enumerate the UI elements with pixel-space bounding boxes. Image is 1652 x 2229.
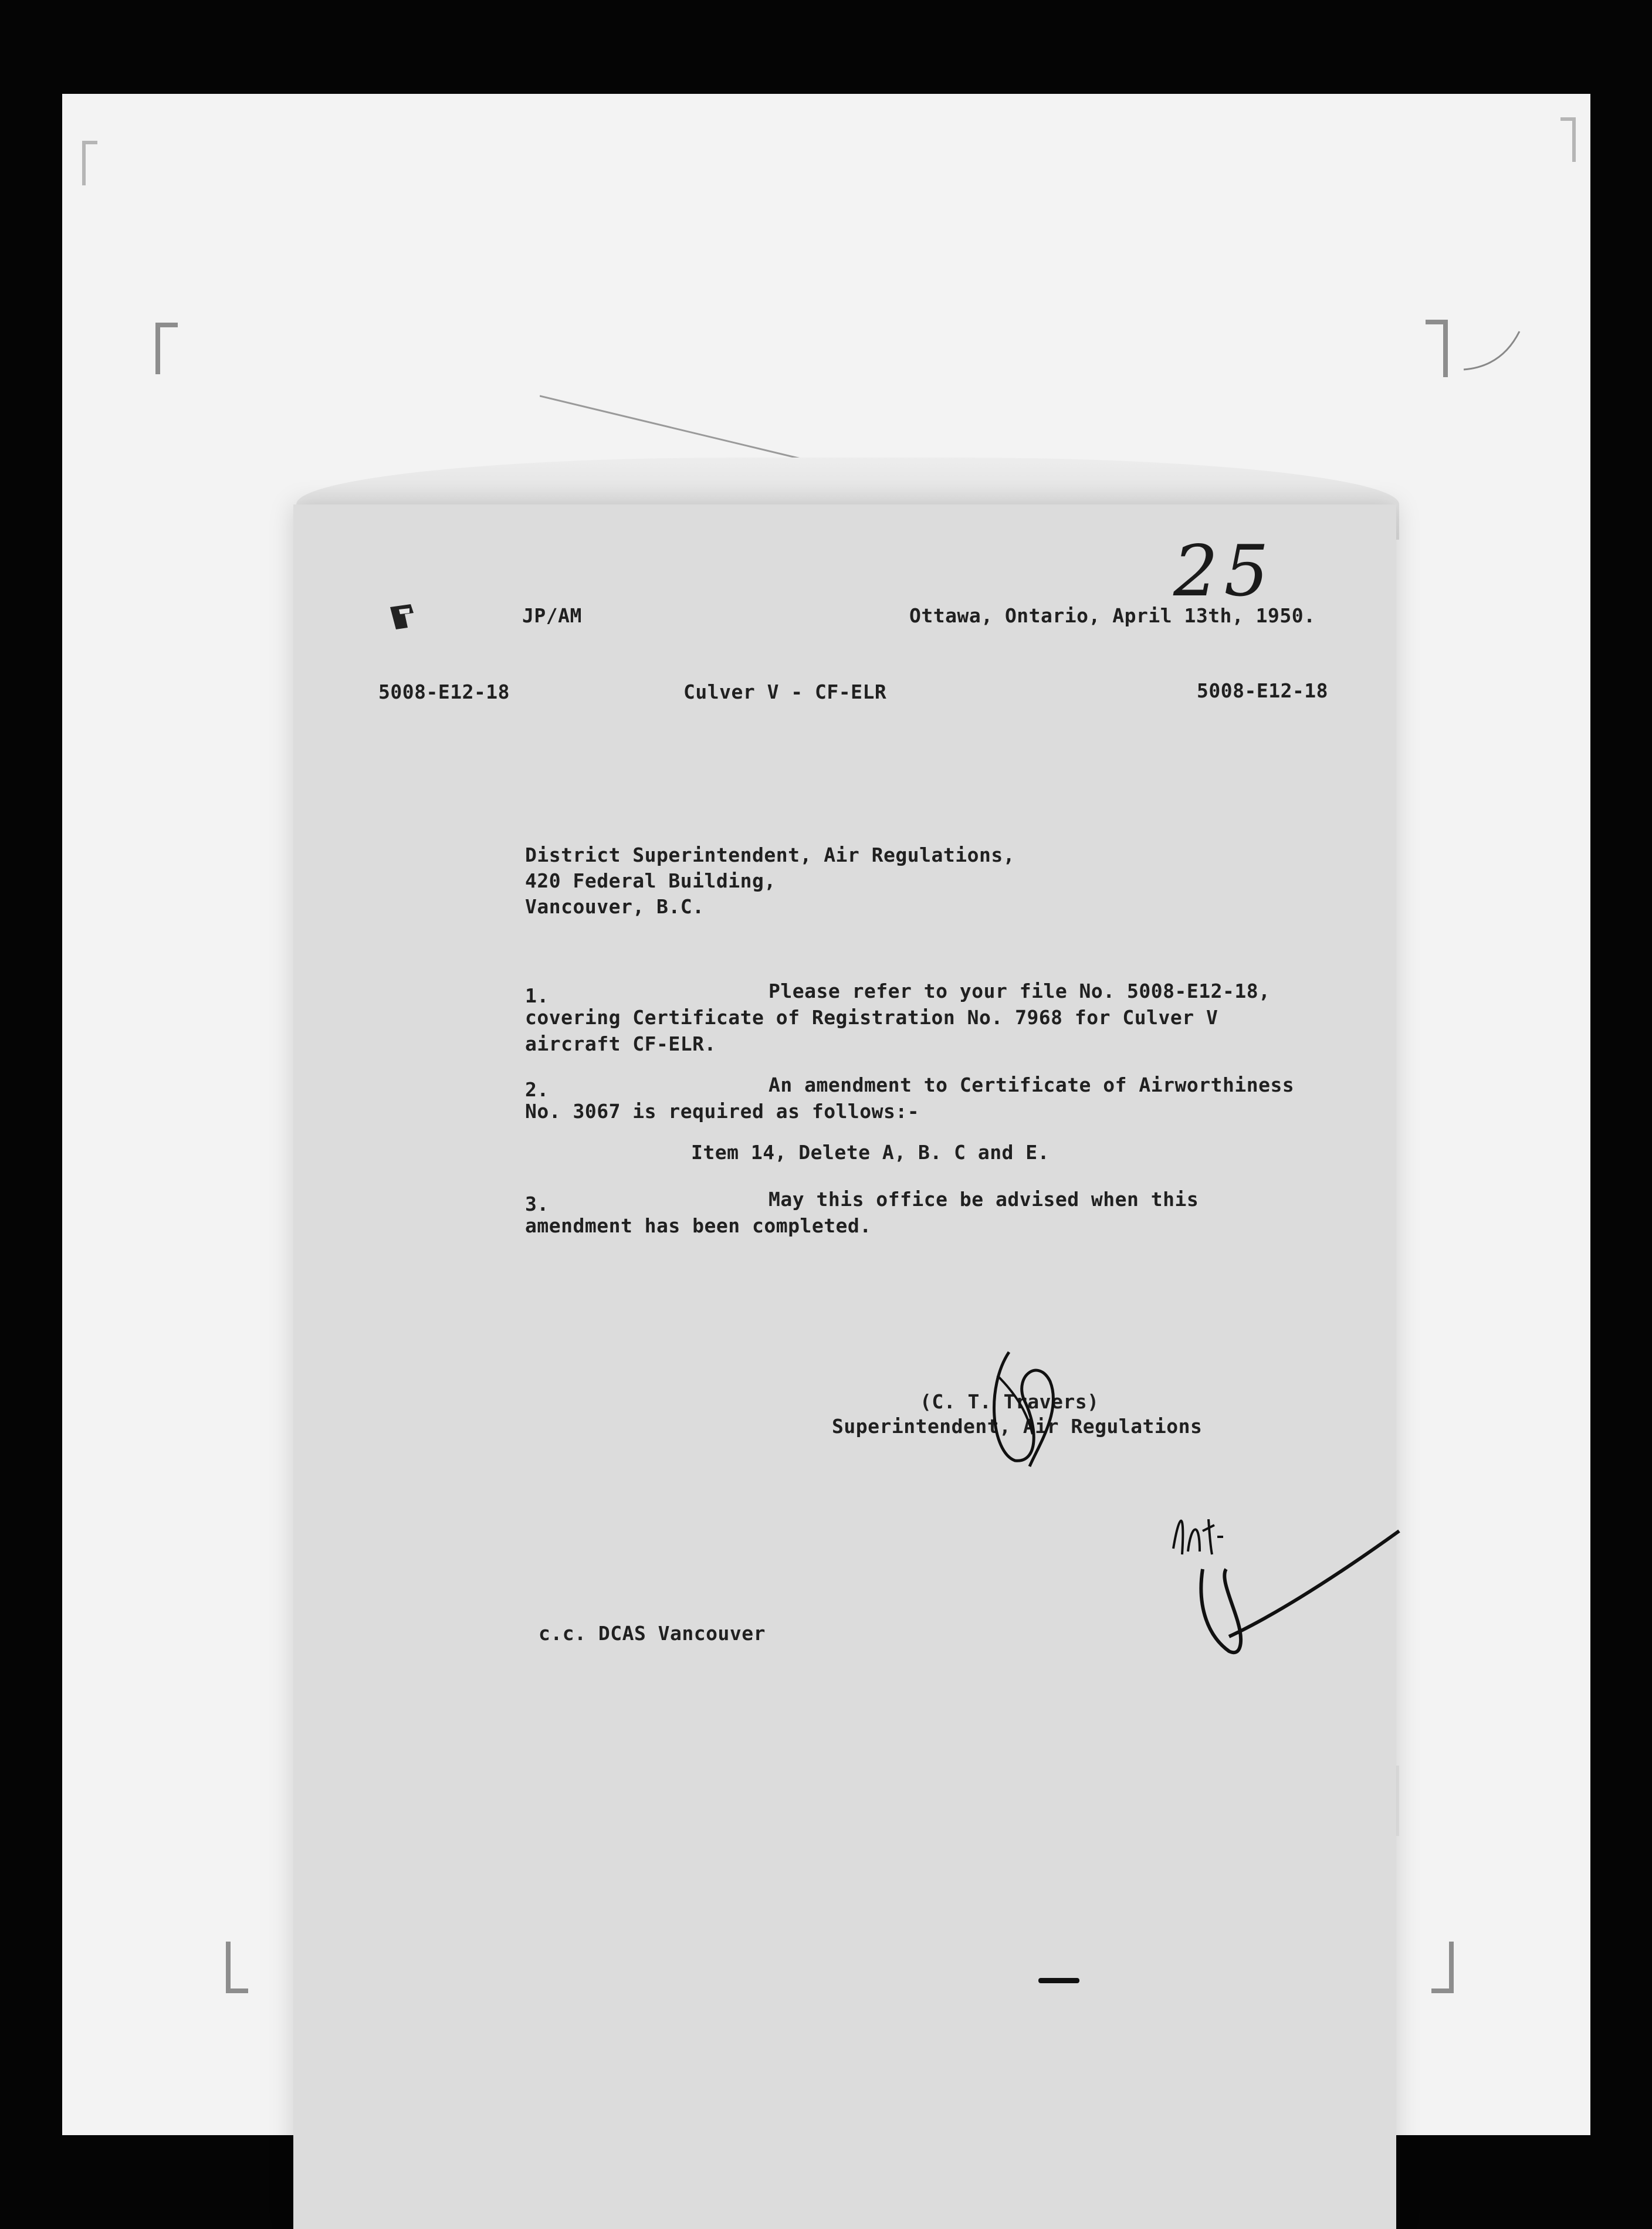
corner-mark bbox=[226, 1942, 248, 1993]
signatory-name: (C. T. Travers) bbox=[920, 1390, 1099, 1413]
carbon-copy-line: c.c. DCAS Vancouver bbox=[539, 1622, 766, 1645]
handwritten-check-mark bbox=[1197, 1525, 1408, 1660]
subject-line: Culver V - CF-ELR bbox=[683, 680, 887, 703]
file-number-right: 5008-E12-18 bbox=[1197, 679, 1329, 702]
reference-initials: JP/AM bbox=[522, 604, 582, 627]
handwritten-page-number: 25 bbox=[1173, 531, 1275, 612]
film-mark bbox=[1038, 1978, 1079, 1983]
handwritten-signature-mark bbox=[974, 1340, 1068, 1475]
paragraph-text: May this office be advised when this bbox=[769, 1188, 1199, 1211]
paragraph-text: Please refer to your file No. 5008-E12-18, bbox=[769, 980, 1271, 1002]
paragraph-text: An amendment to Certificate of Airworthiness bbox=[769, 1073, 1295, 1096]
corner-mark bbox=[1431, 1942, 1454, 1993]
paragraph-text: aircraft CF-ELR. bbox=[525, 1032, 716, 1055]
paragraph-number: 3. bbox=[525, 1193, 549, 1215]
stamp-mark bbox=[387, 601, 419, 634]
dateline: Ottawa, Ontario, April 13th, 1950. bbox=[909, 604, 1316, 627]
curl-mark bbox=[1461, 328, 1525, 375]
signatory-title: Superintendent, Air Regulations bbox=[832, 1415, 1203, 1438]
paragraph-text: amendment has been completed. bbox=[525, 1214, 872, 1237]
paragraph-text: No. 3067 is required as follows:- bbox=[525, 1100, 920, 1123]
corner-mark bbox=[1426, 320, 1448, 377]
paragraph-number: 1. bbox=[525, 984, 549, 1007]
addressee-line: 420 Federal Building, bbox=[525, 869, 776, 892]
paragraph-number: 2. bbox=[525, 1078, 549, 1101]
addressee-line: Vancouver, B.C. bbox=[525, 895, 705, 918]
file-number-left: 5008-E12-18 bbox=[378, 680, 510, 703]
paragraph-text: covering Certificate of Registration No. 7968 for Culver V bbox=[525, 1006, 1218, 1029]
item-line: Item 14, Delete A, B. C and E. bbox=[691, 1141, 1050, 1164]
addressee-line: District Superintendent, Air Regulations, bbox=[525, 844, 1015, 866]
corner-mark bbox=[155, 323, 178, 374]
corner-mark bbox=[1560, 117, 1576, 162]
corner-mark bbox=[82, 141, 97, 185]
letter-sheet bbox=[293, 504, 1396, 2229]
